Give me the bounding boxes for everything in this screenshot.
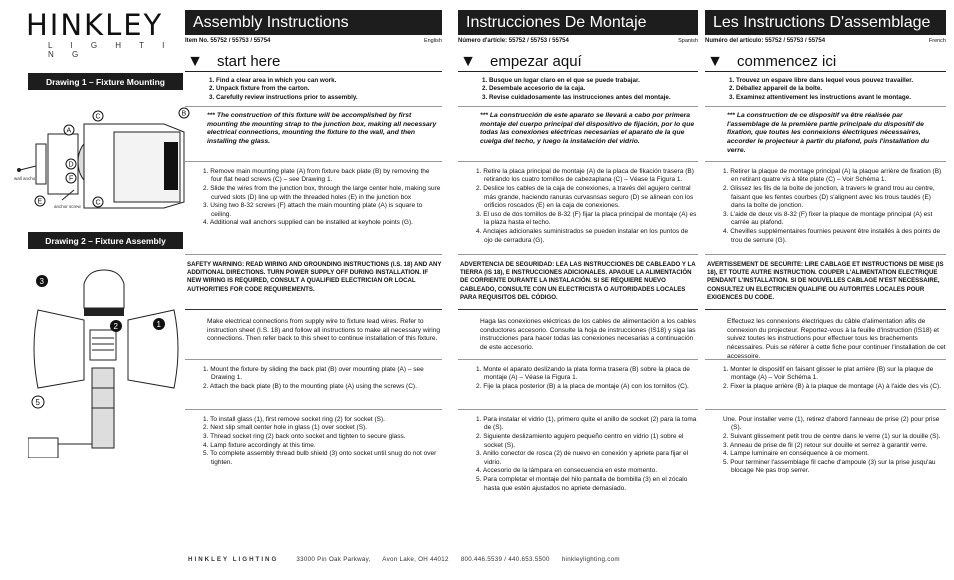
prep-steps-french: 1. Trouvez un espave libre dans lequel vous pouvez travailler. 2. Déballez appareil de la boîte. 3. Examinez attentivement les instructions avant le montage. bbox=[705, 72, 946, 107]
drawing-2-diagram bbox=[28, 268, 190, 458]
junction-box bbox=[36, 144, 46, 184]
safety-warning-french: AVERTISSEMENT DE SECURITE: LIRE CABLAGE ET INSTRUCTIONS DE MISE (IS 18), ET TOUTE AUTRE INSTRUCTION. COUPER L'ALIMENTATION ELECTRIQUE PENDANT L'INSTALLATION. SI DE NOUVELLES CABLAGE N'EST NECESSAIRE, CONSULTEZ UN ELECTRICIEN QUALIFIE OU AUTORITES LOCALES POUR EXIGENCES DU CODE. bbox=[705, 255, 946, 310]
language-label-french: French bbox=[928, 38, 946, 44]
label-1: 1 bbox=[156, 320, 161, 329]
bulb-shield bbox=[84, 270, 124, 308]
brand-name: HINKLEY bbox=[26, 8, 164, 42]
wall-mount bbox=[28, 438, 58, 458]
label-c-top: C bbox=[95, 113, 101, 121]
mounting-steps-english: 1. Remove main mounting plate (A) from fixture back plate (B) by removing the four flat head screws (C) – see Drawing 1. 2. Slide the wires from the junction box, through the large center hole, making sure curved slots (D) line up with the threaded holes (E) in the junction box 3. Using two 8-32 screws (F) attach the main mounting plate (A) is square to ceiling. 4. Additional wall anchors supplied can be installed at keyhole points (G). bbox=[185, 162, 442, 255]
glass-right bbox=[128, 310, 178, 388]
label-5: 5 bbox=[35, 398, 40, 407]
item-number-french: Numéro del artículo: 55752 / 55753 / 55754 bbox=[705, 38, 826, 44]
footer-website[interactable]: hinkleylighting.com bbox=[561, 556, 620, 563]
column-spanish bbox=[458, 10, 698, 499]
chevron-down-icon: ▼ bbox=[187, 52, 203, 70]
start-here-label: start here bbox=[217, 53, 281, 70]
footer-city: Avon Lake, OH 44012 bbox=[382, 556, 449, 563]
glass-left bbox=[34, 310, 84, 388]
brand-sub: L I G H T I N G bbox=[48, 41, 173, 59]
label-c-bottom: C bbox=[95, 199, 101, 207]
construction-note-spanish: *** La construcción de este aparato se llevará a cabo por primera montaje del cuerpo principal del dispositivo de fijación, por lo que todas las conexiones eléctricas necesarias el aparato de la que cuelga del techo, y luego la instalación del vidrio. bbox=[458, 107, 698, 162]
label-3: 3 bbox=[39, 277, 44, 286]
glass-steps-french: Une. Pour installer verre (1), retirez d'abord l'anneau de prise (2) pour prise (S). 2. Suivant glissement petit trou de centre dans le verre (1) sur la douille (S). 3. Anneau de prise de fil (2) retour sur douille et serrez à garantir verre. 4. Lampe luminaire en conséquence à ce moment. 5. Pour terminer l'assemblage fil cache d'ampoule (3) sur la prise jusqu'au blocage Ne pas trop serrer. bbox=[723, 415, 941, 475]
fixture-mount-steps-spanish: 1. Monte el aparato deslizando la plata forma trasera (B) sobre la placa de montaje (A) – Véase la Figura 1. 2. Fije la placa posterior (B) a la placa de montaje (A) con los tornillos (C). bbox=[458, 360, 698, 410]
language-label-spanish: Spanish bbox=[678, 38, 698, 44]
label-2: 2 bbox=[113, 322, 118, 331]
socket bbox=[90, 330, 116, 360]
footer-brand: HINKLEY LIGHTING bbox=[188, 556, 279, 563]
drawing-1-diagram bbox=[14, 104, 192, 216]
mounting-steps-spanish: 1. Retire la placa principal de montaje (A) de la placa de fikación trasera (B) retirando los cuatro tornillos de cabezaplana (C) – Véase la Figura 1. 2. Deslice los cables de la caja de conexiones, a través del agujero central más grande, haciendo ranuras curvasnsas seguro (D) se alinean con los orificios roscados (E) en la caja de conexiones. 3. El uso de dos tornillos de 8-32 (F) fijar la placa principal de montaje (A) es la plaza hasta el techo. 4. Anclajes adicionales suministrados se pueden instalar en los puntos de ojo de cerradura (G). bbox=[458, 162, 698, 255]
prep-steps-english: 1. Find a clear area in which you can work. 2. Unpack fixture from the carton. 3. Carefully review instructions prior to assembly. bbox=[185, 72, 442, 107]
safety-warning-spanish: ADVERTENCIA DE SEGURIDAD: LEA LAS INSTRUCCIONES DE CABLEADO Y LA TIERRA (IS 18), E INSTRUCCIONES ADICIONALES. APAGUE LA ALIMENTACIÓN DE CORRIENTE DURANTE LA INSTALACIÓN. SI SE REQUIERE NUEVO CABLEADO, CONSULTE CON UN ELECTRICISTA O AUTORIDADES LOCALES PARA REQUISITOS DEL CÓDIGO. bbox=[458, 255, 698, 310]
language-label-english: English bbox=[423, 38, 442, 44]
brand-logo bbox=[26, 10, 176, 59]
electrical-connections-spanish: Haga las conexiones eléctricas de los cables de alimentación a los cables conductores accesorio. Consulte la hoja de instrucciones (IS18) y siga las instrucciones para hacer todas las conexiones necesarias a continuación de este accesorio. bbox=[458, 310, 698, 360]
label-d: D bbox=[68, 161, 74, 169]
column-french bbox=[705, 10, 946, 482]
construction-note-french: *** La construction de ce dispositif va être réalisée par l'assemblage de la première partie principale du dispositif de fixation, que toutes les connexions électriques nécessaires, accorder le projecteur à partir du plafond, puis l'installation du verre. bbox=[705, 107, 946, 162]
title-french: Les Instructions D'assemblage bbox=[705, 10, 946, 35]
chevron-down-icon: ▼ bbox=[460, 52, 476, 70]
construction-note-english: *** The construction of this fixture will be accomplished by first mounting the mounting strap to the junction box, making all necessary electrical connections, mounting the fixture to the wall, and then installing the glass. bbox=[185, 107, 442, 162]
footer bbox=[188, 556, 630, 563]
drawing-2-label: Drawing 2 – Fixture Assembly bbox=[28, 232, 183, 249]
footer-phone: 800.446.5539 / 440.653.5500 bbox=[460, 556, 550, 563]
label-a: A bbox=[66, 127, 72, 135]
item-number-spanish: Número d'artícle: 55752 / 55753 / 55754 bbox=[458, 38, 569, 44]
glass-steps-spanish: 1. Para instalar el vidrio (1), primero quite el anillo de socket (2) para la toma de (S). 2. Siguiente deslizamiento agujero pequeño centro en vidrio (1) sobre el socket (S). 3. Anillo conector de rosca (2) de nuevo en conexión y apriete para fijar el vidrio. 4. Accesorio de la lámpara en consecuencia en este momento. 5. Para completar el montaje del hilo pantalla de bombilla (3) en el zócalo hasta que estén ajustados no apriete demasiado. bbox=[476, 415, 697, 492]
drawing-1-label: Drawing 1 – Fixture Mounting bbox=[28, 73, 183, 90]
label-e: E bbox=[37, 198, 43, 206]
glass-steps-english: 1. To install glass (1), first remove socket ring (2) for socket (S). 2. Next slip small center hole in glass (1) over socket (S). 3. Thread socket ring (2) back onto socket and tighten to secure glass. 4. Lamp fixture accordingly at this time. 5. To complete assembly thread bulb shield (3) onto socket until snug do not over tighten. bbox=[203, 415, 437, 466]
fixture-mount-steps-english: 1. Mount the fixture by sliding the back plat (B) over mounting plate (A) – see Drawing 1. 2. Attach the back plate (B) to the mounting plate (A) using the screws (C). bbox=[185, 360, 442, 410]
label-wall-anchor: wall anchor bbox=[14, 176, 37, 181]
footer-address: 33000 Pin Oak Parkway, bbox=[296, 556, 371, 563]
label-b: B bbox=[181, 110, 187, 118]
electrical-connections-french: Effectuez les connexions électriques du câble d'alimentation afils de connexion du projecteur. Reportez-vous à la feuille d'instruction (IS18) et suivez toutes les instructions pour effectuer tous les brachements nécessaires. Puis se référer à cette fiche pour continuer l'installation de cet accessoire. bbox=[705, 310, 946, 360]
title-spanish: Instrucciones De Montaje bbox=[458, 10, 698, 35]
mounting-steps-french: 1. Retirer la plaque de montage principal (A) la plaque arrière de fixation (B) en retirant quatre vis à tête plate (C) – Voir Schéma 1. 2. Glissez les fils de la boîte de jonction, à travers le grand trou au centre, faisant que les fentes courbes (D) s'alignent avec les trous taudés (E) dans la boîte de jonction. 3. L'aide de deux vis 8-32 (F) fixer la plaque de montage principal (A) est carrée au plafond. 4. Chevilles supplémentaires fournies peuvent être installés à des points de trou de serrure (G). bbox=[705, 162, 946, 255]
fixture-mount-steps-french: 1. Monter le dispositif en faisant glisser le plat arrière (B) sur la plaque de montage (A) – Voir Schéma 1. 2. Fixer la plaque arrière (B) à la plaque de montage (A) à l'aide des vis (C). bbox=[705, 360, 946, 410]
start-here-label-spanish: empezar aquí bbox=[490, 53, 582, 70]
column-english bbox=[185, 10, 442, 473]
item-number-english: Item No. 55752 / 55753 / 55754 bbox=[185, 38, 271, 44]
chevron-down-icon: ▼ bbox=[707, 52, 723, 70]
title-english: Assembly Instructions bbox=[185, 10, 442, 35]
fixture-glass-edge bbox=[164, 142, 178, 190]
label-f: F bbox=[69, 175, 74, 183]
label-anchor-screw: anchor screw bbox=[54, 204, 81, 209]
start-here-label-french: commencez ici bbox=[737, 53, 837, 70]
safety-warning-english: SAFETY WARNING: READ WIRING AND GROUNDING INSTRUCTIONS (I.S. 18) AND ANY ADDITIONAL DIRECTIONS. TURN POWER SUPPLY OFF DURING INSTALLATION. IF NEW WIRING IS REQUIRED, CONSULT A QUALIFIED ELECTRICIAN OR LOCAL AUTHORITIES FOR CODE REQUIREMENTS. bbox=[185, 255, 442, 310]
electrical-connections-english: Make electrical connections from supply wire to fixture lead wires. Refer to instruction sheet (I.S. 18) and follow all instructions to make all necessary wiring connections. Then refer back to this sheet to continue installation of this fixture. bbox=[185, 310, 442, 360]
wall-anchor bbox=[17, 168, 21, 172]
prep-steps-spanish: 1. Busque un lugar claro en el que se puede trabajar. 2. Desembale accesorio de la caja. 3. Revise cuidadosamente las instrucciones antes del montaje. bbox=[458, 72, 698, 107]
